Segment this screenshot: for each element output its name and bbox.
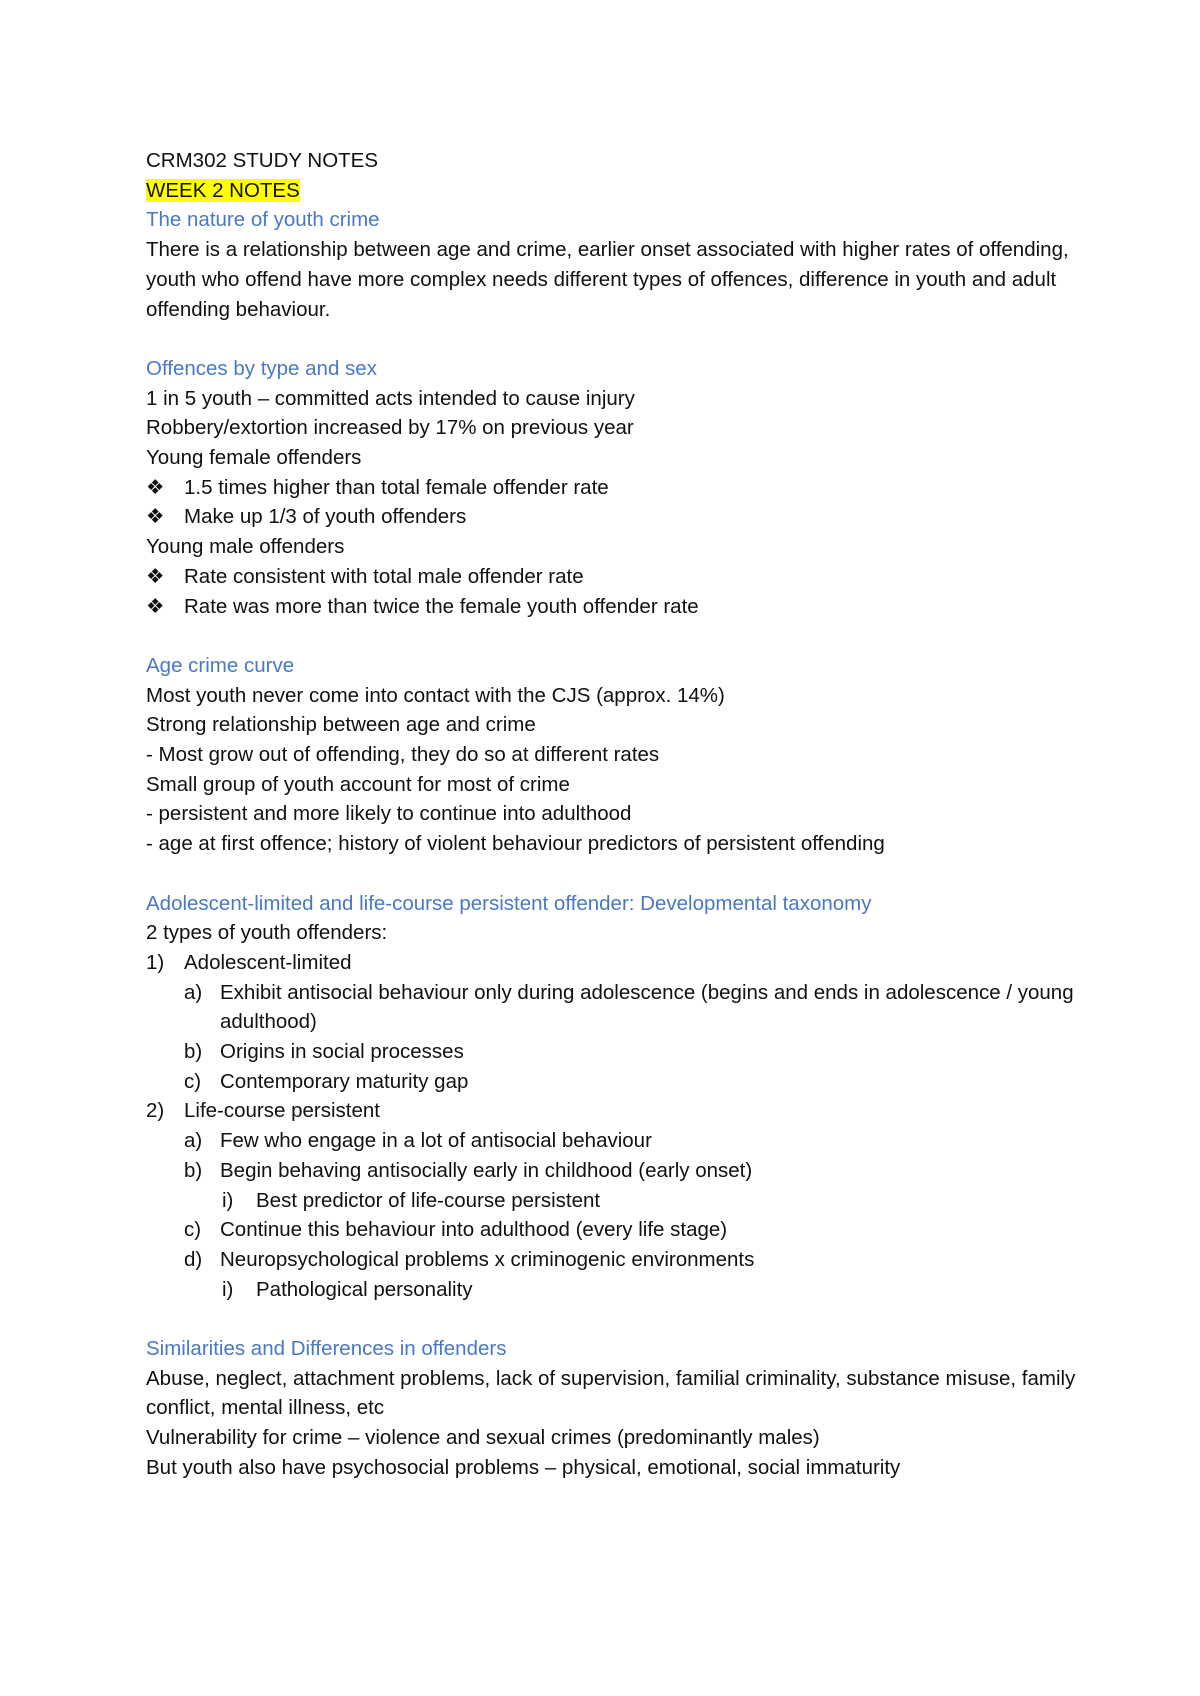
list-text: Begin behaving antisocially early in childhood (early onset): [220, 1158, 753, 1182]
list-marker: i): [222, 1277, 234, 1301]
list-marker: a): [184, 1129, 203, 1153]
bullet-item: [146, 502, 1086, 532]
list-text: Adolescent-limited: [184, 950, 352, 974]
heading-developmental-taxonomy: Adolescent-limited and life-course persistent offender: Developmental taxonomy: [146, 891, 872, 915]
list-marker: i): [222, 1188, 234, 1212]
list-text: Contemporary maturity gap: [220, 1069, 469, 1093]
text-line: - age at first offence; history of violent behaviour predictors of persistent offending: [146, 832, 885, 856]
text-line: Vulnerability for crime – violence and sexual crimes (predominantly males): [146, 1426, 820, 1450]
list-marker: a): [184, 980, 203, 1004]
list-marker: 1): [146, 950, 165, 974]
diamond-bullet-icon: ❖: [146, 475, 165, 499]
bullet-text: 1.5 times higher than total female offender rate: [184, 475, 609, 499]
text-line: Small group of youth account for most of crime: [146, 772, 570, 796]
diamond-bullet-icon: ❖: [146, 505, 165, 529]
list-marker: b): [184, 1040, 203, 1064]
paragraph-similarities: Abuse, neglect, attachment problems, lack of supervision, familial criminality, substance misuse, family conflict, mental illness, etc: [146, 1366, 1076, 1420]
list-item: [146, 1067, 1086, 1097]
text-line: Young male offenders: [146, 535, 345, 559]
document-title: CRM302 STUDY NOTES: [146, 149, 379, 172]
list-item: [146, 1275, 1086, 1305]
document-body: [146, 146, 1086, 1483]
list-item: [146, 1215, 1086, 1245]
list-item: [146, 1096, 1086, 1126]
text-line: Most youth never come into contact with the CJS (approx. 14%): [146, 683, 725, 707]
bullet-item: [146, 592, 1086, 622]
text-line: 2 types of youth offenders:: [146, 921, 388, 945]
week-label: WEEK 2 NOTES: [146, 178, 300, 202]
list-text: Few who engage in a lot of antisocial behaviour: [220, 1129, 652, 1153]
bullet-item: [146, 562, 1086, 592]
bullet-text: Rate consistent with total male offender rate: [184, 564, 584, 588]
text-line: Young female offenders: [146, 446, 362, 470]
bullet-text: Rate was more than twice the female youth offender rate: [184, 594, 699, 618]
bullet-text: Make up 1/3 of youth offenders: [184, 505, 467, 529]
list-text: Origins in social processes: [220, 1040, 464, 1064]
text-line: Strong relationship between age and crime: [146, 713, 536, 737]
list-marker: b): [184, 1158, 203, 1182]
text-line: - Most grow out of offending, they do so at different rates: [146, 743, 660, 767]
list-item: [146, 1245, 1086, 1275]
text-line: Robbery/extortion increased by 17% on previous year: [146, 416, 634, 440]
list-item: [146, 1126, 1086, 1156]
heading-offences-by-type: Offences by type and sex: [146, 356, 377, 380]
text-line: - persistent and more likely to continue into adulthood: [146, 802, 632, 826]
list-text: Pathological personality: [256, 1277, 473, 1301]
list-item: [146, 948, 1086, 978]
heading-nature-of-youth-crime: The nature of youth crime: [146, 208, 380, 232]
heading-similarities-differences: Similarities and Differences in offenders: [146, 1337, 507, 1361]
list-text: Exhibit antisocial behaviour only during adolescence (begins and ends in adolescence / young adulthood): [220, 980, 1074, 1034]
list-item: [146, 1037, 1086, 1067]
list-marker: 2): [146, 1099, 165, 1123]
list-text: Continue this behaviour into adulthood (every life stage): [220, 1218, 728, 1242]
list-item: [146, 1156, 1086, 1186]
list-marker: c): [184, 1218, 202, 1242]
diamond-bullet-icon: ❖: [146, 564, 165, 588]
list-text: Best predictor of life-course persistent: [256, 1188, 601, 1212]
heading-age-crime-curve: Age crime curve: [146, 653, 295, 677]
list-text: Life-course persistent: [184, 1099, 380, 1123]
list-marker: c): [184, 1069, 202, 1093]
list-item: [146, 1186, 1086, 1216]
paragraph-nature: There is a relationship between age and crime, earlier onset associated with higher rates of offending, youth who offend have more complex needs different types of offences, difference in youth and adult offending behaviour.: [146, 238, 1069, 321]
list-marker: d): [184, 1247, 203, 1271]
diamond-bullet-icon: ❖: [146, 594, 165, 618]
list-text: Neuropsychological problems x criminogenic environments: [220, 1247, 755, 1271]
list-item: [146, 978, 1086, 1037]
text-line: 1 in 5 youth – committed acts intended to cause injury: [146, 386, 635, 410]
text-line: But youth also have psychosocial problems – physical, emotional, social immaturity: [146, 1455, 901, 1479]
bullet-item: [146, 473, 1086, 503]
